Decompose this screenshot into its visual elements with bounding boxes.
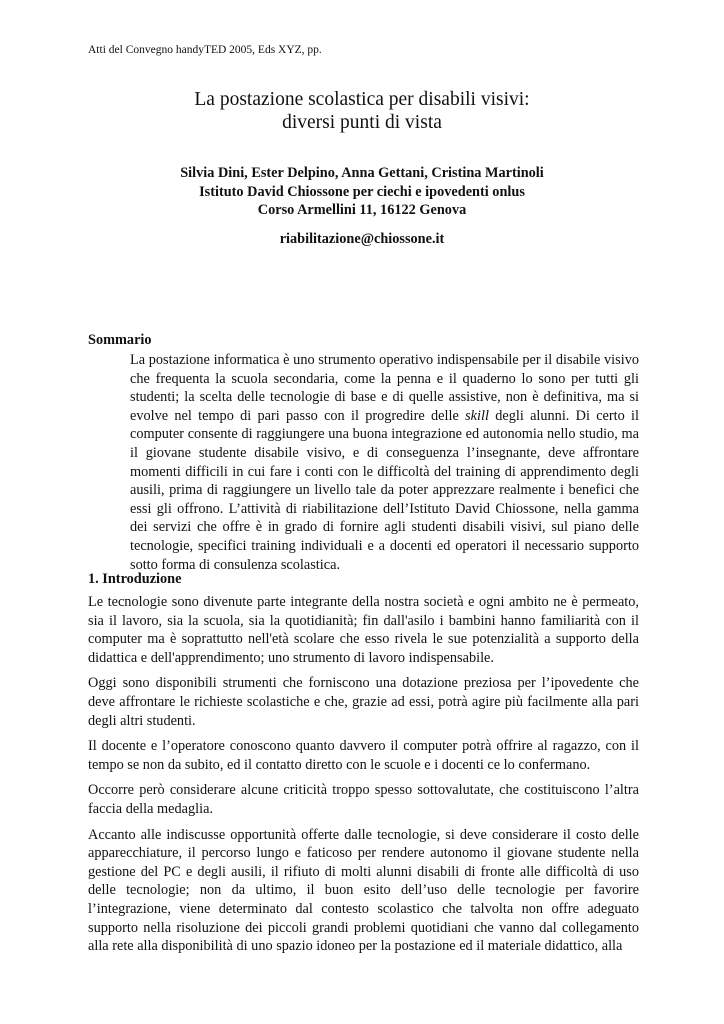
author-names: Silvia Dini, Ester Delpino, Anna Gettani, Cristina Martinoli (180, 165, 544, 181)
contact-email: riabilitazione@chiossone.it (279, 231, 445, 247)
paper-title (0, 88, 724, 134)
abstract-heading: Sommario (88, 332, 152, 348)
author-address: Corso Armellini 11, 16122 Genova (257, 202, 467, 218)
section-1-body (88, 593, 639, 963)
section-1-heading: 1. Introduzione (88, 571, 182, 587)
abstract-text-part-2: degli alunni. Di certo il computer consente di raggiungere una buona integrazione ed autonomia nello studio, ma il giovane studente disabile visivo, e di conseguenza l’insegnante, deve affrontare momenti difficili in cui fare i conti con le difficoltà del training di apprendimento degli ausili, prima di raggiungere un livello tale da poter apprezzare realmente i benefici che essi gli offrono. L’attività di riabilitazione dell’Istituto David Chiossone, nella gamma dei servizi che offre è in grado di fornire agli studenti disabili visivi, sul piano delle tecnologie, specifici training individuali e a docenti ed operatori il necessario supporto sotto forma di consulenza scolastica. (130, 407, 640, 573)
abstract-italic-term: skill (465, 407, 489, 424)
title-line-1: La postazione scolastica per disabili visivi: (194, 89, 530, 110)
abstract-text-part-1: La postazione informatica è uno strumento operativo indispensabile per il disabile visivo che frequenta la scuola secondaria, come la penna e il quaderno lo sono per tutti gli studenti; la scelta delle tecnologie di base e di quelle assistive, non è definitiva, ma si evolve nel tempo di pari passo con il progredire delle (130, 352, 639, 424)
title-line-2: diversi punti di vista (282, 112, 442, 133)
paragraph: Oggi sono disponibili strumenti che forniscono una dotazione preziosa per l’ipovedente che deve affrontare le richieste scolastiche e che, grazie ad essi, potrà agire più facilmente alla pari degli altri studenti. (88, 675, 639, 729)
paragraph: Occorre però considerare alcune criticità troppo spesso sottovalutate, che costituiscono l’altra faccia della medaglia. (88, 782, 639, 817)
author-institution: Istituto David Chiossone per ciechi e ipovedenti onlus (199, 183, 525, 200)
paragraph: Accanto alle indiscusse opportunità offerte dalle tecnologie, si deve considerare il costo delle apparecchiature, il percorso lungo e faticoso per rendere autonomo il giovane studente nella gestione del PC e degli ausili, il rifiuto di molti alunni disabili di fronte alle difficoltà di uso delle tecnologie; non da ultimo, il buon esito dell’uso delle tecnologie per favorire l’integrazione, viene determinato dal contesto scolastico che talvolta non offre adeguato supporto nella risoluzione dei piccoli grandi problemi quotidiani che vanno dal collegamento alla rete alla disponibilità di uno spazio idoneo per la postazione ed il materiale didattico, alla (88, 826, 639, 955)
paragraph: Le tecnologie sono divenute parte integrante della nostra società e ogni ambito ne è permeato, sia il lavoro, sia la scuola, sia la quotidianità; fin dall'asilo i bambini hanno familiarità con il computer ma è soprattutto nell'età scolare che esso rivela le sue potenzialità a supporto della didattica e dell'apprendimento; uno strumento di lavoro indispensabile. (88, 594, 639, 666)
abstract-text (130, 351, 639, 574)
author-block (0, 164, 724, 220)
running-header: Atti del Convegno handyTED 2005, Eds XYZ, pp. (88, 44, 322, 56)
paragraph: Il docente e l’operatore conoscono quanto davvero il computer potrà offrire al ragazzo, con il tempo se non da subito, ed il contatto diretto con le scuole e i docenti ce lo confermano. (88, 738, 639, 773)
